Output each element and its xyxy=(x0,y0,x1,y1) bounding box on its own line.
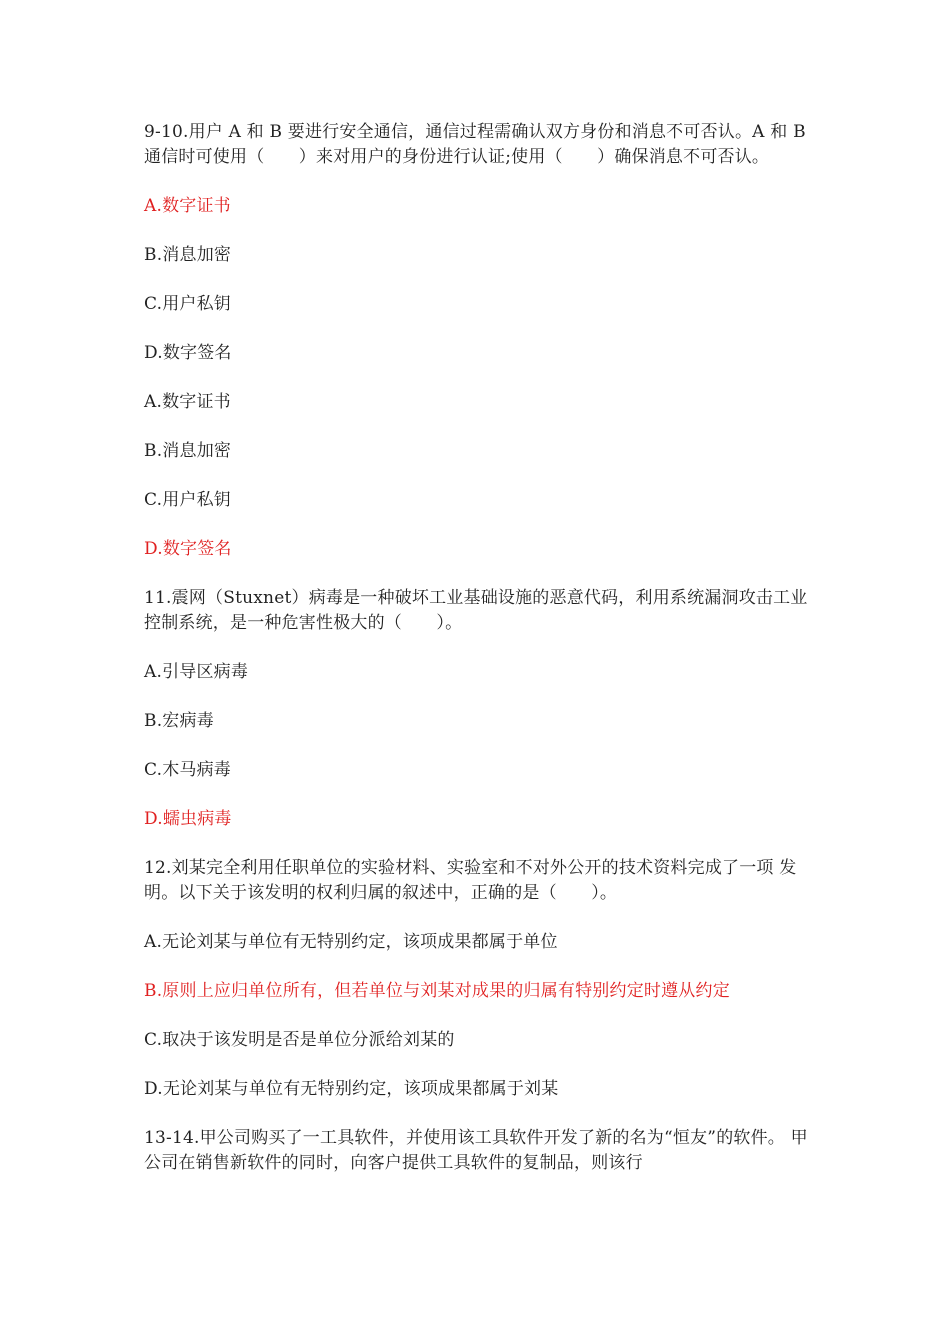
option-a-boot-virus: A.引导区病毒 xyxy=(144,662,249,682)
option-d-digital-signature-2: D.数字签名 xyxy=(144,539,232,559)
question-13-14-stem: 13-14.甲公司购买了一工具软件，并使用该工具软件开发了新的名为“恒友”的软件。 甲公司在销售新软件的同时，向客户提供工具软件的复制品，则该行 xyxy=(144,1128,808,1173)
option-a-belongs-to-unit: A.无论刘某与单位有无特别约定，该项成果都属于单位 xyxy=(144,932,558,952)
option-d-belongs-to-liu: D.无论刘某与单位有无特别约定，该项成果都属于刘某 xyxy=(144,1079,559,1099)
option-b-macro-virus: B.宏病毒 xyxy=(144,711,214,731)
option-b-message-encryption: B.消息加密 xyxy=(144,245,232,265)
option-d-digital-signature: D.数字签名 xyxy=(144,343,232,363)
question-9-10-stem: 9-10.用户 A 和 B 要进行安全通信，通信过程需确认双方身份和消息不可否认。A 和 B 通信时可使用（ ）来对用户的身份进行认证;使用（ ）确保消息不可否认。 xyxy=(144,122,806,167)
option-c-user-private-key-2: C.用户私钥 xyxy=(144,490,232,510)
option-c-depends-on-assignment: C.取决于该发明是否是单位分派给刘某的 xyxy=(144,1030,455,1050)
option-c-user-private-key: C.用户私钥 xyxy=(144,294,232,314)
option-b-message-encryption-2: B.消息加密 xyxy=(144,441,232,461)
option-d-worm-virus: D.蠕虫病毒 xyxy=(144,809,232,829)
question-11-stem: 11.震网（Stuxnet）病毒是一种破坏工业基础设施的恶意代码，利用系统漏洞攻击工业控制系统，是一种危害性极大的（ ）。 xyxy=(144,588,808,633)
option-c-trojan-virus: C.木马病毒 xyxy=(144,760,232,780)
option-a-digital-certificate: A.数字证书 xyxy=(144,196,231,216)
question-12-stem: 12.刘某完全利用任职单位的实验材料、实验室和不对外公开的技术资料完成了一项 发明。以下关于该发明的权利归属的叙述中，正确的是（ ）。 xyxy=(144,858,797,903)
document-page xyxy=(144,120,809,1176)
option-a-digital-certificate-2: A.数字证书 xyxy=(144,392,231,412)
option-b-unit-unless-agreement: B.原则上应归单位所有，但若单位与刘某对成果的归属有特别约定时遵从约定 xyxy=(144,981,730,1001)
